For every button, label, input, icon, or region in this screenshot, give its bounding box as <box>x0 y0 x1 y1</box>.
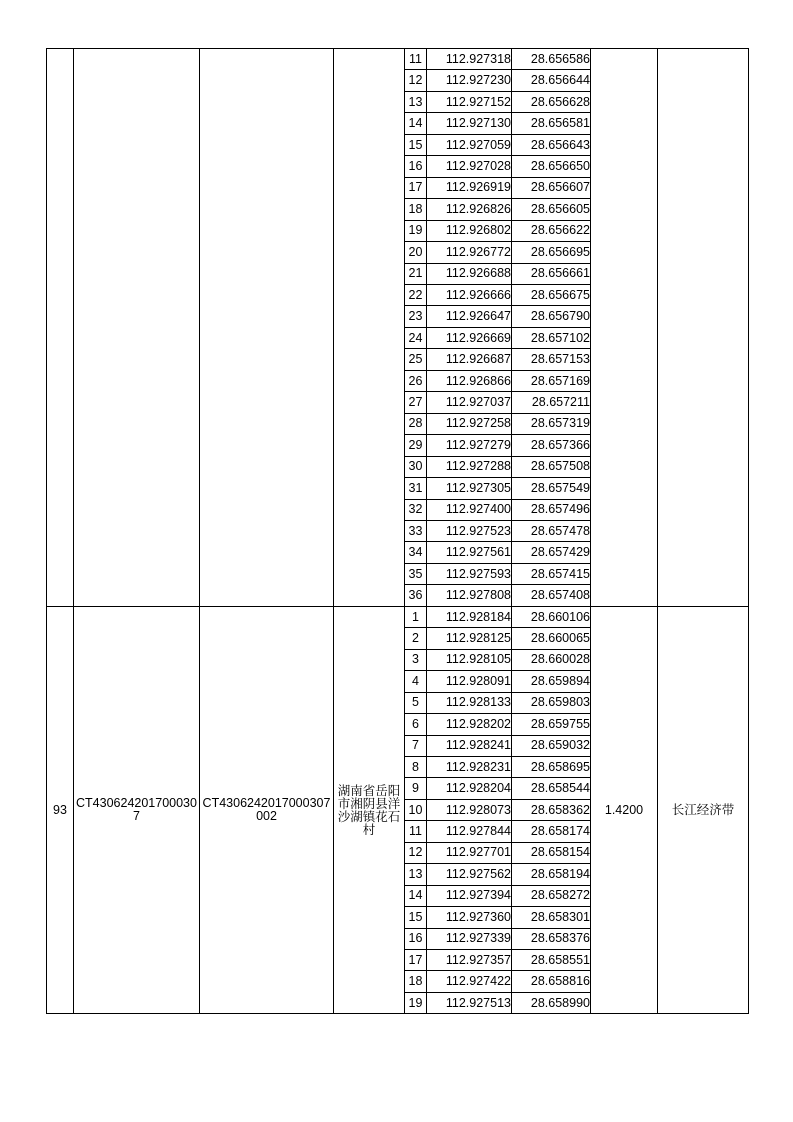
prev-seq-cell <box>47 49 74 607</box>
longitude: 112.928241 <box>427 735 512 756</box>
point-number: 16 <box>405 156 427 177</box>
point-number: 1 <box>405 606 427 627</box>
latitude: 28.659803 <box>512 692 591 713</box>
record-location: 湖南省岳阳市湘阴县洋沙湖镇花石村 <box>334 606 405 1014</box>
latitude: 28.657478 <box>512 520 591 541</box>
point-number: 14 <box>405 113 427 134</box>
latitude: 28.659032 <box>512 735 591 756</box>
point-number: 34 <box>405 542 427 563</box>
longitude: 112.926772 <box>427 242 512 263</box>
prev-code-a-cell <box>74 49 200 607</box>
point-number: 8 <box>405 756 427 777</box>
longitude: 112.928204 <box>427 778 512 799</box>
prev-area-cell <box>591 49 658 607</box>
longitude: 112.928184 <box>427 606 512 627</box>
longitude: 112.928105 <box>427 649 512 670</box>
latitude: 28.656661 <box>512 263 591 284</box>
longitude: 112.927808 <box>427 585 512 606</box>
longitude: 112.928125 <box>427 628 512 649</box>
point-number: 31 <box>405 478 427 499</box>
latitude: 28.656790 <box>512 306 591 327</box>
longitude: 112.927360 <box>427 907 512 928</box>
longitude: 112.927561 <box>427 542 512 563</box>
latitude: 28.658990 <box>512 992 591 1013</box>
longitude: 112.927844 <box>427 821 512 842</box>
table-row <box>47 606 749 627</box>
point-number: 17 <box>405 177 427 198</box>
latitude: 28.657169 <box>512 370 591 391</box>
latitude: 28.658695 <box>512 756 591 777</box>
record-area: 1.4200 <box>591 606 658 1014</box>
record-code-a: CT4306242017000307 <box>74 606 200 1014</box>
longitude: 112.927523 <box>427 520 512 541</box>
point-number: 19 <box>405 220 427 241</box>
latitude: 28.657508 <box>512 456 591 477</box>
longitude: 112.927258 <box>427 413 512 434</box>
longitude: 112.926669 <box>427 327 512 348</box>
point-number: 20 <box>405 242 427 263</box>
point-number: 5 <box>405 692 427 713</box>
latitude: 28.656607 <box>512 177 591 198</box>
longitude: 112.928202 <box>427 714 512 735</box>
point-number: 15 <box>405 907 427 928</box>
latitude: 28.656622 <box>512 220 591 241</box>
latitude: 28.656628 <box>512 91 591 112</box>
latitude: 28.659755 <box>512 714 591 735</box>
point-number: 10 <box>405 799 427 820</box>
longitude: 112.926866 <box>427 370 512 391</box>
point-number: 24 <box>405 327 427 348</box>
longitude: 112.927394 <box>427 885 512 906</box>
longitude: 112.926647 <box>427 306 512 327</box>
latitude: 28.660065 <box>512 628 591 649</box>
record-code-b: CT4306242017000307002 <box>200 606 334 1014</box>
point-number: 13 <box>405 864 427 885</box>
latitude: 28.660106 <box>512 606 591 627</box>
latitude: 28.656581 <box>512 113 591 134</box>
latitude: 28.658272 <box>512 885 591 906</box>
latitude: 28.657366 <box>512 435 591 456</box>
longitude: 112.926687 <box>427 349 512 370</box>
point-number: 21 <box>405 263 427 284</box>
latitude: 28.656650 <box>512 156 591 177</box>
prev-code-b-cell <box>200 49 334 607</box>
longitude: 112.927593 <box>427 563 512 584</box>
latitude: 28.657496 <box>512 499 591 520</box>
point-number: 18 <box>405 199 427 220</box>
latitude: 28.656675 <box>512 284 591 305</box>
longitude: 112.927562 <box>427 864 512 885</box>
prev-location-cell <box>334 49 405 607</box>
point-number: 33 <box>405 520 427 541</box>
table-row <box>47 49 749 70</box>
latitude: 28.658154 <box>512 842 591 863</box>
point-number: 36 <box>405 585 427 606</box>
longitude: 112.927230 <box>427 70 512 91</box>
longitude: 112.927028 <box>427 156 512 177</box>
record-category: 长江经济带 <box>658 606 749 1014</box>
longitude: 112.928073 <box>427 799 512 820</box>
longitude: 112.928133 <box>427 692 512 713</box>
latitude: 28.657549 <box>512 478 591 499</box>
latitude: 28.658376 <box>512 928 591 949</box>
longitude: 112.927400 <box>427 499 512 520</box>
point-number: 4 <box>405 671 427 692</box>
longitude: 112.927339 <box>427 928 512 949</box>
latitude: 28.657153 <box>512 349 591 370</box>
latitude: 28.658544 <box>512 778 591 799</box>
longitude: 112.927513 <box>427 992 512 1013</box>
latitude: 28.658362 <box>512 799 591 820</box>
longitude: 112.926919 <box>427 177 512 198</box>
latitude: 28.658816 <box>512 971 591 992</box>
latitude: 28.658301 <box>512 907 591 928</box>
latitude: 28.659894 <box>512 671 591 692</box>
latitude: 28.657415 <box>512 563 591 584</box>
point-number: 2 <box>405 628 427 649</box>
longitude: 112.927701 <box>427 842 512 863</box>
point-number: 11 <box>405 49 427 70</box>
longitude: 112.927279 <box>427 435 512 456</box>
latitude: 28.657319 <box>512 413 591 434</box>
latitude: 28.657102 <box>512 327 591 348</box>
longitude: 112.928091 <box>427 671 512 692</box>
longitude: 112.926826 <box>427 199 512 220</box>
point-number: 26 <box>405 370 427 391</box>
longitude: 112.926688 <box>427 263 512 284</box>
point-number: 12 <box>405 70 427 91</box>
longitude: 112.927059 <box>427 134 512 155</box>
latitude: 28.658194 <box>512 864 591 885</box>
point-number: 35 <box>405 563 427 584</box>
longitude: 112.927318 <box>427 49 512 70</box>
latitude: 28.656605 <box>512 199 591 220</box>
longitude: 112.927130 <box>427 113 512 134</box>
longitude: 112.928231 <box>427 756 512 777</box>
longitude: 112.927152 <box>427 91 512 112</box>
point-number: 3 <box>405 649 427 670</box>
point-number: 19 <box>405 992 427 1013</box>
latitude: 28.657408 <box>512 585 591 606</box>
latitude: 28.656586 <box>512 49 591 70</box>
latitude: 28.660028 <box>512 649 591 670</box>
point-number: 29 <box>405 435 427 456</box>
record-seq: 93 <box>47 606 74 1014</box>
longitude: 112.927305 <box>427 478 512 499</box>
latitude: 28.656695 <box>512 242 591 263</box>
point-number: 17 <box>405 950 427 971</box>
latitude: 28.658174 <box>512 821 591 842</box>
latitude: 28.657429 <box>512 542 591 563</box>
point-number: 6 <box>405 714 427 735</box>
prev-category-cell <box>658 49 749 607</box>
latitude: 28.656644 <box>512 70 591 91</box>
point-number: 16 <box>405 928 427 949</box>
latitude: 28.657211 <box>512 392 591 413</box>
longitude: 112.927422 <box>427 971 512 992</box>
latitude: 28.658551 <box>512 950 591 971</box>
point-number: 30 <box>405 456 427 477</box>
point-number: 28 <box>405 413 427 434</box>
point-number: 27 <box>405 392 427 413</box>
point-number: 15 <box>405 134 427 155</box>
longitude: 112.926666 <box>427 284 512 305</box>
point-number: 18 <box>405 971 427 992</box>
longitude: 112.927288 <box>427 456 512 477</box>
longitude: 112.927037 <box>427 392 512 413</box>
point-number: 12 <box>405 842 427 863</box>
point-number: 9 <box>405 778 427 799</box>
point-number: 11 <box>405 821 427 842</box>
coordinate-table <box>46 48 749 1014</box>
longitude: 112.927357 <box>427 950 512 971</box>
point-number: 23 <box>405 306 427 327</box>
point-number: 22 <box>405 284 427 305</box>
longitude: 112.926802 <box>427 220 512 241</box>
latitude: 28.656643 <box>512 134 591 155</box>
point-number: 7 <box>405 735 427 756</box>
point-number: 13 <box>405 91 427 112</box>
point-number: 32 <box>405 499 427 520</box>
point-number: 25 <box>405 349 427 370</box>
point-number: 14 <box>405 885 427 906</box>
